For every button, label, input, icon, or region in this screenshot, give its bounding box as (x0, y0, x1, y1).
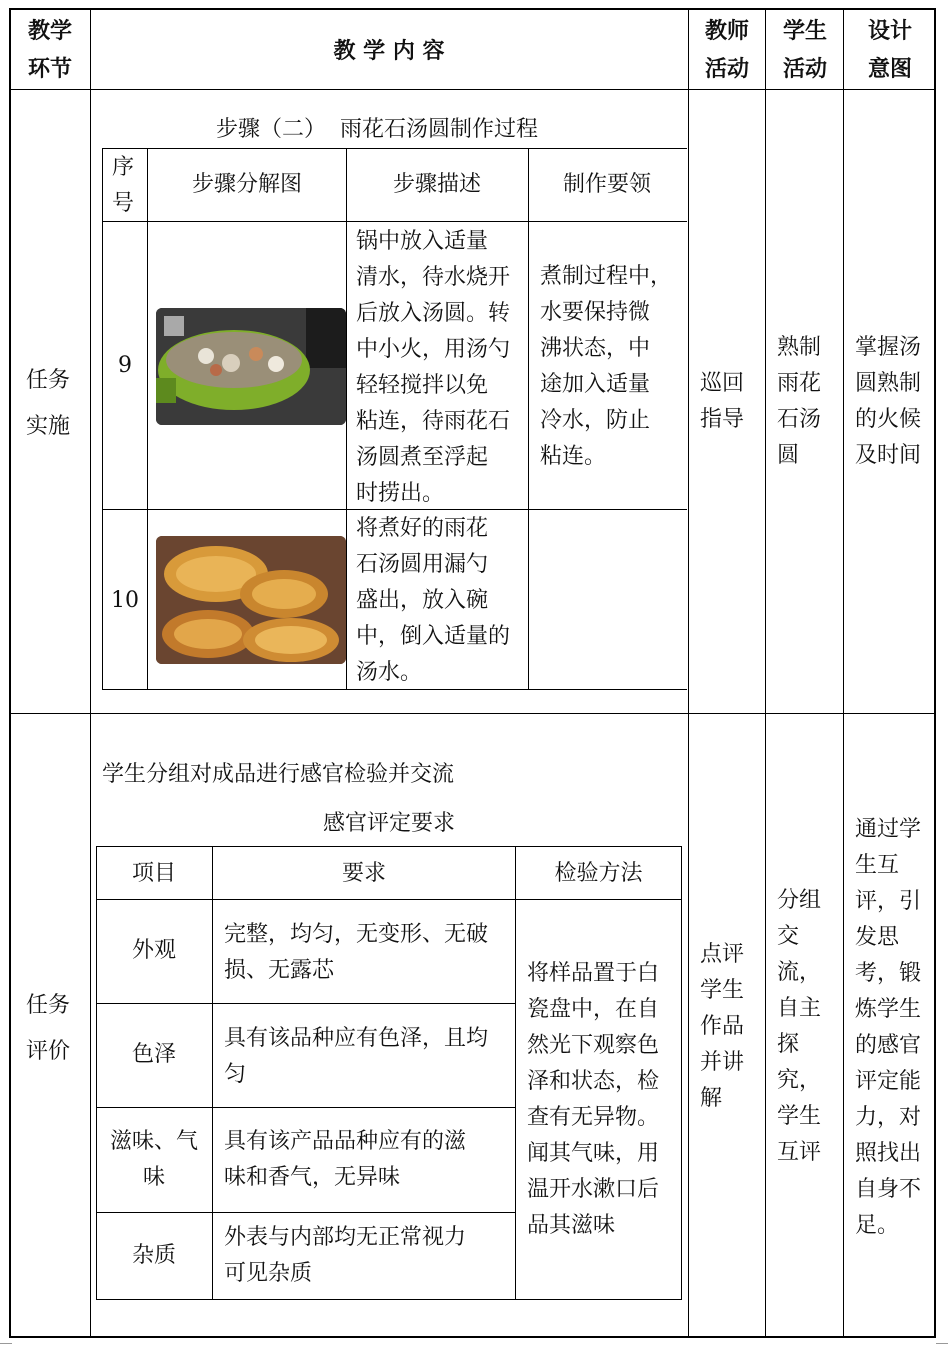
grid-line (9, 713, 936, 714)
grid-line (765, 8, 766, 1338)
eval-item-name: 外观 (131, 938, 176, 963)
inner-grid-line (96, 1212, 515, 1213)
eval-item-requirement: 具有该产品品种应有的滋 味和香气，无异味 (224, 1129, 467, 1190)
stage-label: 任务 实施 (26, 368, 71, 439)
inner-grid-line (346, 148, 347, 689)
grid-line (843, 8, 844, 1338)
inner-grid-line (102, 221, 687, 222)
inner-grid-line (528, 148, 529, 689)
page-corner-mark (0, 1343, 12, 1356)
inner-grid-line (96, 846, 682, 847)
eval-item-requirement: 外表与内部均无正常视力 可见杂质 (224, 1225, 467, 1286)
inner-grid-line (96, 1299, 682, 1300)
step-number: 9 (118, 353, 132, 378)
step-description: 锅中放入适量 清水，待水烧开 后放入汤圆。转 中小火，用汤勺 轻轻搅拌以免 粘连，待雨花石 汤圆煮至浮起 时捞出。 (356, 229, 511, 506)
eval-method: 将样品置于白 瓷盘中，在自 然光下观察色 泽和状态，检 查有无异物。 闻其气味，用 温开水漱口后 品其滋味 (527, 961, 660, 1238)
eval-item-name: 色泽 (131, 1042, 176, 1067)
inner-grid-line (102, 148, 103, 689)
grid-line (90, 8, 91, 1338)
inner-header-image: 步骤分解图 (191, 172, 302, 197)
inner-header-desc: 步骤描述 (392, 172, 481, 197)
stage-label: 任务 评价 (26, 993, 71, 1064)
header-stage: 教学 环节 (27, 18, 72, 82)
header-teacher: 教师 活动 (704, 18, 749, 82)
header-intent: 设计 意图 (867, 18, 912, 82)
cooked-tangyuan-photo (156, 536, 346, 664)
student-activity: 熟制 雨花 石汤 圆 (777, 335, 822, 468)
page-corner-mark (936, 1343, 948, 1356)
eval-item-requirement: 具有该品种应有色泽，且均 匀 (224, 1026, 489, 1087)
grid-line (688, 8, 689, 1338)
step-tips: 煮制过程中， 水要保持微 沸状态，中 途加入适量 冷水，防止 粘连。 (540, 264, 673, 469)
step-description: 将煮好的雨花 石汤圆用漏勺 盛出，放入碗 中，倒入适量的 汤水。 (356, 516, 511, 685)
eval-item-requirement: 完整，均匀，无变形、无破 损、无露芯 (224, 922, 489, 983)
eval-header-requirement: 要求 (341, 861, 386, 886)
pot-boiling-photo (156, 308, 346, 425)
design-intent: 通过学 生互 评，引 发思 考，锻 炼学生 的感官 评定能 力，对 照找出 自身不 足。 (855, 817, 922, 1238)
inner-grid-line (681, 846, 682, 1299)
inner-header-tips: 制作要领 (562, 172, 651, 197)
inner-grid-line (515, 846, 516, 1299)
grid-line (9, 89, 936, 90)
eval-header-item: 项目 (131, 861, 176, 886)
inner-header-num: 序 号 (112, 155, 135, 216)
teacher-activity: 巡回 指导 (700, 371, 745, 432)
inner-grid-line (96, 1107, 515, 1108)
section-subtitle: 步骤（二） 雨花石汤圆制作过程 (216, 117, 538, 142)
step-number: 10 (111, 588, 139, 613)
evaluation-intro: 学生分组对成品进行感官检验并交流 (102, 762, 455, 787)
inner-grid-line (102, 148, 687, 149)
header-content: 教 学 内 容 (333, 38, 445, 64)
inner-grid-line (212, 846, 213, 1299)
student-activity: 分组 交 流， 自主 探 究， 学生 互评 (777, 888, 822, 1165)
header-student: 学生 活动 (782, 18, 827, 82)
eval-header-method: 检验方法 (554, 861, 643, 886)
eval-item-name: 杂质 (131, 1243, 176, 1268)
eval-item-name: 滋味、气 味 (109, 1129, 198, 1190)
inner-grid-line (147, 148, 148, 689)
inner-grid-line (96, 899, 682, 900)
inner-grid-line (96, 1003, 515, 1004)
teacher-activity: 点评 学生 作品 并讲 解 (700, 942, 745, 1111)
design-intent: 掌握汤 圆熟制 的火候 及时间 (855, 335, 922, 468)
inner-grid-line (96, 846, 97, 1299)
evaluation-table-title: 感官评定要求 (322, 811, 455, 836)
